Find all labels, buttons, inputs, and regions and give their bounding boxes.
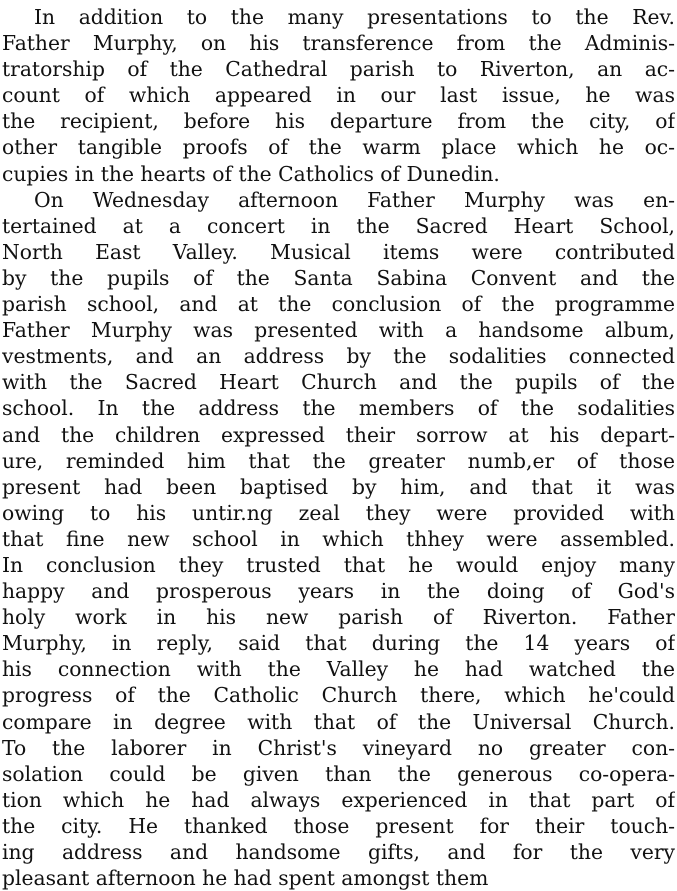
text-line: that fine new school in which thhey were assembled.: [2, 526, 675, 551]
text-line: ing address and handsome gifts, and for the very: [2, 840, 675, 864]
text-line: holy work in his new parish of Riverton. Father: [2, 605, 675, 630]
paragraph-presentations: [2, 4, 675, 187]
text-line: other tangible proofs of the warm place which he oc-: [2, 135, 675, 160]
text-line: by the pupils of the Santa Sabina Convent and the: [2, 265, 675, 290]
text-line: cupies in the hearts of the Catholics of Dunedin.: [2, 161, 500, 186]
text-line: Father Murphy was presented with a handsome album,: [2, 318, 675, 343]
text-line: present had been baptised by him, and that it was: [2, 474, 675, 499]
text-line: tion which he had always experienced in that part of: [2, 787, 675, 812]
text-line: On Wednesday afternoon Father Murphy was en-: [34, 187, 675, 212]
text-line: vestments, and an address by the sodalities connected: [2, 344, 675, 369]
paragraph-concert: [2, 187, 675, 891]
text-line: and the children expressed their sorrow at his depart-: [2, 422, 675, 447]
text-line: his connection with the Valley he had watched the: [2, 657, 675, 682]
text-line: the recipient, before his departure from the city, of: [2, 109, 675, 134]
text-line: ure, reminded him that the greater numb,er of those: [2, 448, 675, 473]
text-line: parish school, and at the conclusion of the programme: [2, 292, 675, 317]
text-line: tratorship of the Cathedral parish to Riverton, an ac-: [2, 57, 675, 82]
text-line: school. In the address the members of the sodalities: [2, 396, 675, 421]
text-line: count of which appeared in our last issue, he was: [2, 83, 675, 108]
text-line: progress of the Catholic Church there, which he'could: [2, 683, 675, 708]
text-line: compare in degree with that of the Universal Church.: [2, 709, 675, 734]
text-line: In addition to the many presentations to the Rev.: [34, 5, 675, 29]
text-line: North East Valley. Musical items were contributed: [2, 239, 675, 264]
text-line: tertained at a concert in the Sacred Heart School,: [2, 213, 675, 238]
text-line: To the laborer in Christ's vineyard no greater con-: [2, 735, 675, 760]
text-line: the city. He thanked those present for their touch-: [2, 813, 675, 838]
text-line: Father Murphy, on his transference from the Adminis-: [2, 31, 675, 56]
text-line: In conclusion they trusted that he would enjoy many: [2, 552, 675, 577]
text-line: owing to his untir.ng zeal they were provided with: [2, 500, 675, 525]
text-line: Murphy, in reply, said that during the 14 years of: [2, 631, 675, 656]
text-line: pleasant afternoon he had spent amongst them: [2, 866, 489, 891]
text-line: happy and prosperous years in the doing of God's: [2, 579, 675, 604]
text-line: solation could be given than the generous co-opera-: [2, 761, 675, 786]
text-line: with the Sacred Heart Church and the pupils of the: [2, 370, 675, 395]
